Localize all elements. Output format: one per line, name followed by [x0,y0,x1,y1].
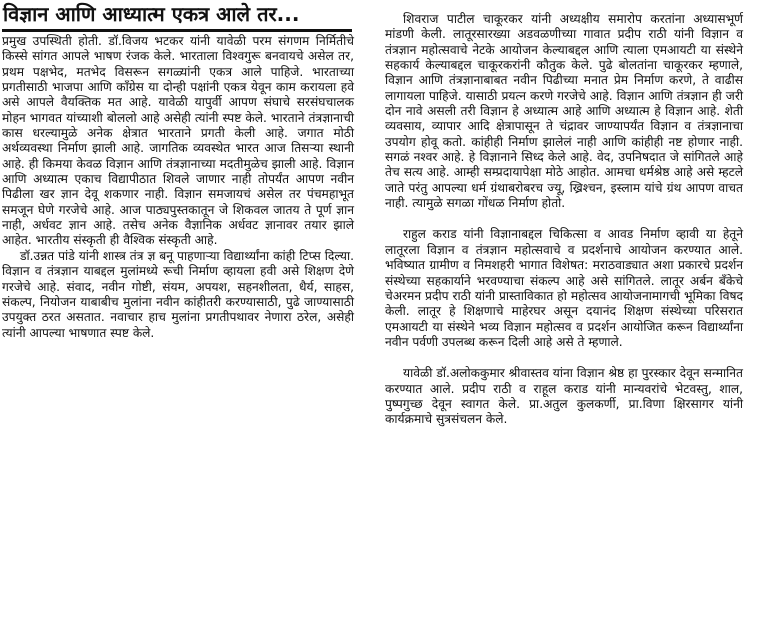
right-column [385,0,743,428]
left-paragraph-2: डॉ.उन्नत पांडे यांनी शास्त्र तंत्र ज्ञ बनू पाहणाऱ्या विद्यार्थ्यांना कांही टिप्स दिल्या. विज्ञान व तंत्रज्ञान याबद्दल मुलांमध्ये रूची निर्माण व्हायला हवी असे शिक्षण देणे गरजेचे आहे. संवाद, नवीन गोष्टी, संयम, अपयश, सहनशीलता, धैर्य, साहस, संकल्प, नियोजन याबाबीच मुलांना नवीन कांहीतरी करण्यासाठी, पुढे जाण्यासाठी उपयुक्त ठरत असतात. नवाचार हाच मुलांना प्रगतीपथावर नेणारा ठरेल, असेही त्यांनी आपल्या भाषणात स्पष्ट केले. [2,248,354,340]
left-paragraph-1: प्रमुख उपस्थिती होती. डॉ.विजय भटकर यांनी यावेळी परम संगणम निर्मितीचे किस्से सांगत आपले भाषण रंजक केले. भारताला विश्वगुरू बनवायचे असेल तर, प्रथम पक्षभेद, मतभेद विसरून सगळ्यांनी एकत्र आले पाहिजे. भारताच्या प्रगतीसाठी भाजपा आणि कॉंग्रेस या दोन्ही पक्षांनी एकत्र येवून काम करायला हवे असे आपले वैयक्तिक मत आहे. यावेळी यापुर्वी आपण संघाचे सरसंघचालक मोहन भागवत यांच्याशी बोललो आहे असेही त्यांनी स्पष्ट केले. भारताने तंत्रज्ञानाची कास धरल्यामुळे अनेक क्षेत्रात भारताने प्रगती केली आहे. जगात मोठी अर्थव्यवस्था निर्माण झाली आहे. जागतिक व्यवस्थेत भारत आज तिसर्‍या स्थानी आहे. ही किमया केवळ विज्ञान आणि तंत्रज्ञानाच्या मदतीमुळेच झाली आहे. विज्ञान आणि अध्यात्म एकाच विद्यापीठात शिवले जाणार नाही तोपर्यंत आपण नवीन पिढीला खर ज्ञान देवू शकणार नाही. विज्ञान समजायचं असेल तर पंचमहाभूत समजून घेणे गरजेचे आहे. आज पाठ्यपुस्तकातून जे शिकवल जातय ते पूर्ण ज्ञान नाही, अर्धवट ज्ञान आहे. तसेच अनेक वैज्ञानिक अर्धवट ज्ञानावर तयार झाले आहेत. भारतीय संस्कृती ही वैश्विक संस्कृती आहे. [2,34,354,248]
left-column [2,0,354,341]
headline-underline [2,29,352,32]
right-paragraph-3: यावेळी डॉ.अलोककुमार श्रीवास्तव यांना विज्ञान श्रेष्ठ हा पुरस्कार देवून सन्मानित करण्यात आले. प्रदीप राठी व राहूल कराड यांनी मान्यवरांचे भेटवस्तु, शाल, पुष्पगुच्छ देवून स्वागत केले. प्रा.अतुल कुलकर्णी, प्रा.विणा क्षिरसागर यांनी कार्यक्रमाचे सुत्रसंचलन केले. [385,366,743,427]
right-paragraph-2: राहुल कराड यांनी विज्ञानाबद्दल चिकित्सा व आवड निर्माण व्हावी या हेतूने लातूरला विज्ञान व तंत्रज्ञान महोत्सवाचे व प्रदर्शनाचे आयोजन करण्यात आले. भविष्यात ग्रामीण व निमशहरी भागात विशेषत: मराठवाड्यात अशा प्रकारचे प्रदर्शन संस्थेच्या सहकार्याने भरवण्याचा संकल्प आहे असे सांगितले. लातूर अर्बन बँकेचे चेअरमन प्रदीप राठी यांनी प्रास्ताविकात हो महोत्सव आयोजनामागची भूमिका विषद केली. लातूर हे शिक्षणाचे माहेरघर असून दयानंद शिक्षण संस्थेच्या परिसरात एमआयटी या संस्थेने भव्य विज्ञान महोत्सव व प्रदर्शन आयोजित करून विद्यार्थ्यांना नवीन पर्वणी उपलब्ध करून दिली आहे असे ते म्हणाले. [385,227,743,349]
right-paragraph-1: शिवराज पाटील चाकूरकर यांनी अध्यक्षीय समारोप करतांना अध्यासभूर्ण मांडणी केली. लातूरसारख्या अडवळणीच्या गावात प्रदीप राठी यांनी विज्ञान व तंत्रज्ञान महोत्सवाचे नेटके आयोजन केल्याबद्दल आणि त्याला एमआयटी या संस्थेने सहकार्य केल्याबद्दल चाकूरकरांनी कौतुक केले. पुढे बोलतांना चाकूरकर म्हणाले, विज्ञान आणि तंत्रज्ञानाबाबत नवीन पिढीच्या मनात प्रेम निर्माण करणे, ते वाढीस लागायला पाहिजे. यासाठी प्रयत्न करणे गरजेचे आहे. विज्ञान आणि तंत्रज्ञान ही जरी दोन नावे असली तरी विज्ञान हे अध्यात्म आहे आणि अध्यात्म हे विज्ञान आहे. शेती व्यवसाय, व्यापार आदि क्षेत्रापासून ते चंद्रावर जाण्यापर्यंत विज्ञान व तंत्रज्ञानाचा उपयोग होवू कतो. कांहीही निर्माण झालेलं नाही आणि कांहीही नष्ट होणार नाही. सगळं नश्वर आहे. हे विज्ञानाने सिध्द केले आहे. वेद, उपनिषदात जे सांगितले आहे तेच सत्य आहे. आम्ही सम्प्रदायापेक्षा मोठे आहोत. आमचा धर्मश्रेष्ठ आहे असे म्हटले जाते परंतु आपल्या धर्म ग्रंथाबरोबरच ज्यू, ख्रिश्चन, इस्लाम यांचे ग्रंथ आपण वाचत नाही. त्यामुळे सगळा गोंधळ निर्माण होतो. [385,12,743,211]
article-headline: विज्ञान आणि आध्यात्म एकत्र आले तर... [3,2,300,26]
